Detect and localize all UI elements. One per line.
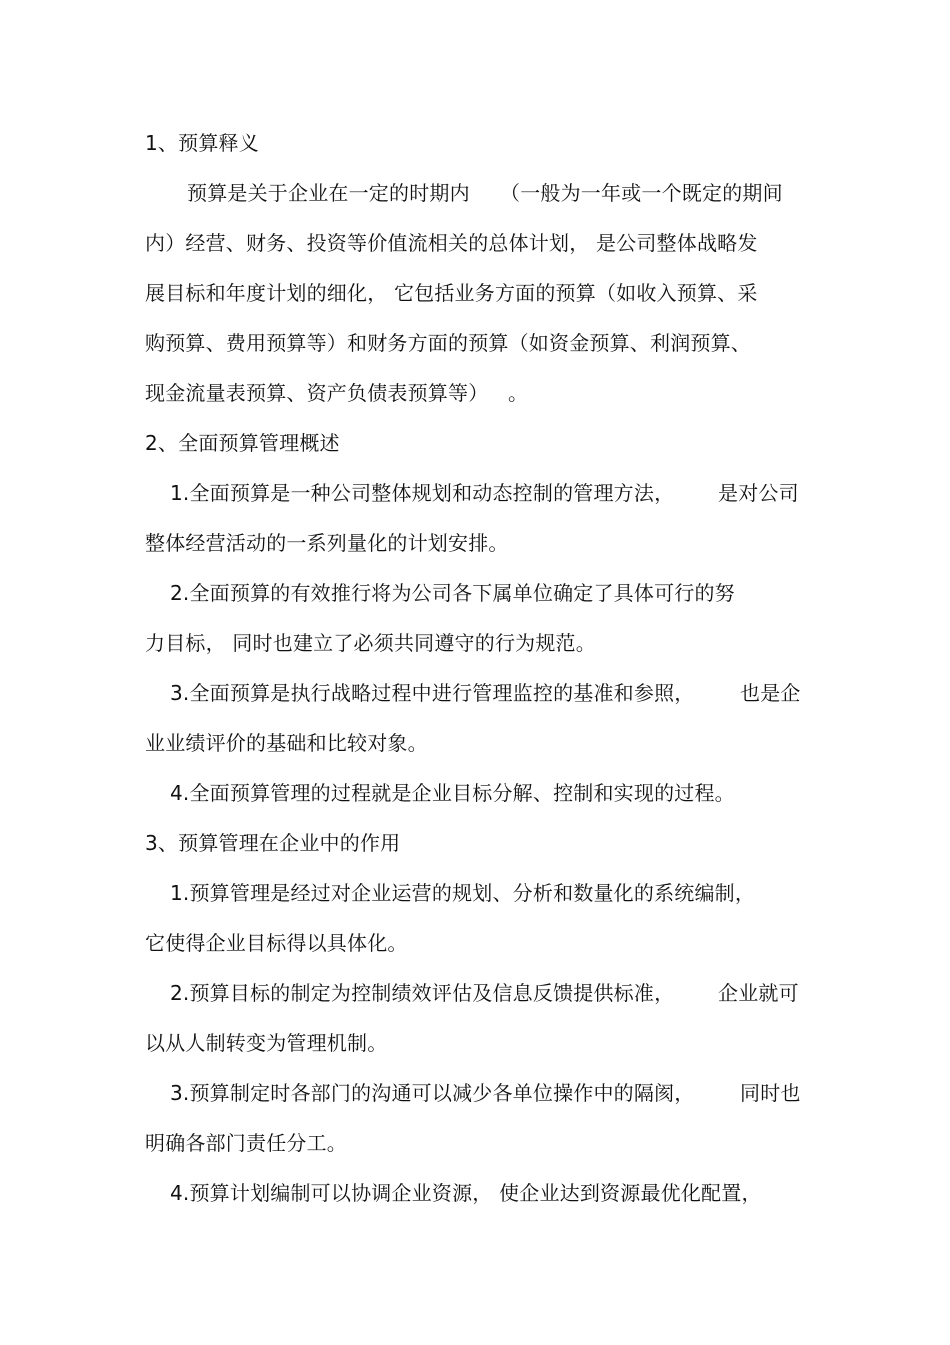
section-2-heading: 2、全面预算管理概述 (145, 431, 340, 455)
section-1-paragraph-line-5 (145, 381, 545, 405)
section-3-item-3-line-2: 明确各部门责任分工。 (145, 1131, 347, 1155)
line-segment: 企业就可 (718, 981, 799, 1005)
section-3-item-1-line-1: 1.预算管理是经过对企业运营的规划、分析和数量化的系统编制， (170, 881, 756, 905)
section-1-paragraph-line-1 (187, 181, 807, 205)
section-2-item-4-line-1: 4.全面预算管理的过程就是企业目标分解、控制和实现的过程。 (170, 781, 735, 805)
section-3-item-1-line-2: 它使得企业目标得以具体化。 (145, 931, 408, 955)
section-1-heading: 1、预算释义 (145, 131, 259, 155)
section-2-item-1-line-1 (170, 481, 810, 505)
section-1-paragraph-line-2: 内）经营、财务、投资等价值流相关的总体计划， 是公司整体战略发 (145, 231, 758, 255)
line-segment: 3.全面预算是执行战略过程中进行管理监控的基准和参照， (170, 681, 695, 705)
line-segment: 预算是关于企业在一定的时期内 (187, 181, 470, 205)
line-segment: 同时也 (740, 1081, 801, 1105)
section-1-paragraph-line-4: 购预算、费用预算等）和财务方面的预算（如资金预算、利润预算、 (145, 331, 751, 355)
line-segment: 2.预算目标的制定为控制绩效评估及信息反馈提供标准， (170, 981, 675, 1005)
section-2-item-3-line-1 (170, 681, 810, 705)
section-3-item-3-line-1 (170, 1081, 810, 1105)
line-segment: 也是企 (740, 681, 801, 705)
section-2-item-2-line-2: 力目标， 同时也建立了必须共同遵守的行为规范。 (145, 631, 596, 655)
section-3-item-4-line-1: 4.预算计划编制可以协调企业资源， 使企业达到资源最优化配置， (170, 1181, 762, 1205)
section-3-heading: 3、预算管理在企业中的作用 (145, 831, 401, 855)
line-segment: （一般为一年或一个既定的期间 (500, 181, 783, 205)
line-segment: 3.预算制定时各部门的沟通可以减少各单位操作中的隔阂， (170, 1081, 695, 1105)
section-3-item-2-line-2: 以从人制转变为管理机制。 (145, 1031, 388, 1055)
section-2-item-3-line-2: 业业绩评价的基础和比较对象。 (145, 731, 428, 755)
line-segment: 是对公司 (718, 481, 799, 505)
section-3-item-2-line-1 (170, 981, 810, 1005)
line-segment: 1.全面预算是一种公司整体规划和动态控制的管理方法， (170, 481, 675, 505)
line-segment: 现金流量表预算、资产负债表预算等） (145, 381, 489, 405)
section-2-item-2-line-1: 2.全面预算的有效推行将为公司各下属单位确定了具体可行的努 (170, 581, 735, 605)
section-2-item-1-line-2: 整体经营活动的一系列量化的计划安排。 (145, 531, 509, 555)
section-1-paragraph-line-3: 展目标和年度计划的细化， 它包括业务方面的预算（如收入预算、采 (145, 281, 758, 305)
line-segment: 。 (508, 381, 529, 405)
